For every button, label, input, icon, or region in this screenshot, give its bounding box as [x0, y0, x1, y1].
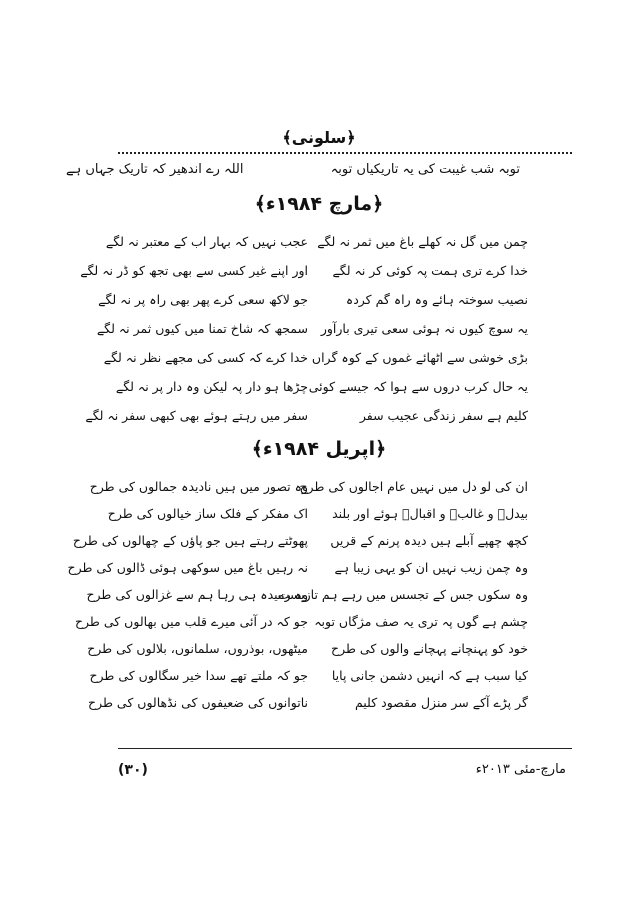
intro-line-first: توبہ شب غیبت کی یہ تاریکیاں توبہ	[330, 162, 520, 177]
poem-line: عجب نہیں کہ بہار اب کے معتبر نہ لگے	[105, 234, 308, 249]
page-number: (۳۰)	[118, 762, 148, 778]
intro-line-second: اللہ رے اندھیر کہ تاریک جہاں ہے	[66, 162, 244, 177]
poem-line: یہ حال کرب دروں سے ہوا کہ جیسے کوئی	[308, 379, 528, 394]
poem-line: جو کہ در آئی میرے قلب میں بھالوں کی طرح	[74, 614, 308, 629]
poem-line: ان کی لو دل میں نہیں عام اجالوں کی طرح	[299, 479, 528, 494]
poem-line: نصیب سوختہ ہائے وہ راہ گم کردہ	[345, 292, 528, 307]
footer-divider	[118, 748, 572, 749]
poem-line: نہ رہیں باغ میں سوکھی ہوئی ڈالوں کی طرح	[67, 560, 308, 575]
poem-line: جو کہ ملتے تھے سدا خیر سگالوں کی طرح	[89, 668, 308, 683]
poem-line: چمن میں گل نہ کھلے باغ میں ثمر نہ لگے	[317, 234, 528, 249]
poem-line: اک مفکر کے فلک ساز خیالوں کی طرح	[107, 506, 308, 521]
poem-line: سمجھ کہ شاخ تمنا میں کیوں ثمر نہ لگے	[96, 321, 308, 336]
poem-line: ناتوانوں کی ضعیفوں کی نڈھالوں کی طرح	[88, 695, 308, 710]
journal-title: ﴿سلونی﴾	[282, 128, 356, 147]
poem-line: سفر میں رہتے ہوئے بھی کبھی سفر نہ لگے	[85, 408, 308, 423]
poem-line: پھوٹتے رہتے ہیں جو پاؤں کے چھالوں کی طرح	[72, 533, 308, 548]
poem-line: خدا کرے تری ہمت پہ کوئی کر نہ لگے	[332, 263, 528, 278]
header-dotted-divider	[118, 152, 572, 154]
poem-line: میٹھوں، بوذروں، سلمانوں، بلالوں کی طرح	[87, 641, 308, 656]
poem-line: اور اپنے غیر کسی سے بھی تجھ کو ڈر نہ لگے	[80, 263, 308, 278]
section-heading-march-1984: ﴿مارچ ۱۹۸۴ء﴾	[254, 193, 384, 215]
poem-line: خدا کرے کہ کسی کی مجھے نظر نہ لگے	[103, 350, 308, 365]
poem-line: کیا سبب ہے کہ انہیں دشمن جانی پایا	[331, 668, 528, 683]
intro-couplet	[66, 162, 520, 177]
poem-line: بیدلؔ و غالبؔ و اقبالؔ ہوئے اور بلند	[332, 506, 528, 521]
poem-line: چشم ہے گوں پہ تری یہ صف مژگاں توبہ	[314, 614, 528, 629]
poem-line: وہ چمن زیب نہیں ان کو یہی زیبا ہے	[334, 560, 528, 575]
issue-date: مارچ-مئی ۲۰۱۳ء	[475, 762, 566, 777]
poem-line: وہ رمیدہ ہی رہا ہم سے غزالوں کی طرح	[86, 587, 308, 602]
poem-line: کچھ چھپے آبلے ہیں دیدہ پرنم کے قریں	[330, 533, 528, 548]
poem-line: بڑی خوشی سے اٹھائے غموں کے کوہ گراں	[311, 350, 528, 365]
poem-line: وہ تصور میں ہیں نادیدہ جمالوں کی طرح	[89, 479, 308, 494]
poem-line: خود کو پہنچانے پہچانے والوں کی طرح	[331, 641, 528, 656]
poem-line: وہ سکوں جس کے تجسس میں رہے ہم تازیست	[277, 587, 528, 602]
poem-line: چڑھا ہو دار پہ لیکن وہ دار پر نہ لگے	[115, 379, 308, 394]
poem-line: گر پڑے آکے سر منزل مقصود کلیم	[354, 695, 528, 710]
poem-line: کلیم ہے سفر زندگی عجیب سفر	[359, 408, 528, 423]
poem-line: یہ سوچ کیوں نہ ہوئی سعی تیری بارآور	[320, 321, 528, 336]
poem-line: جو لاکھ سعی کرے پھر بھی راہ پر نہ لگے	[98, 292, 308, 307]
section-heading-april-1984: ﴿اپریل ۱۹۸۴ء﴾	[251, 438, 387, 460]
